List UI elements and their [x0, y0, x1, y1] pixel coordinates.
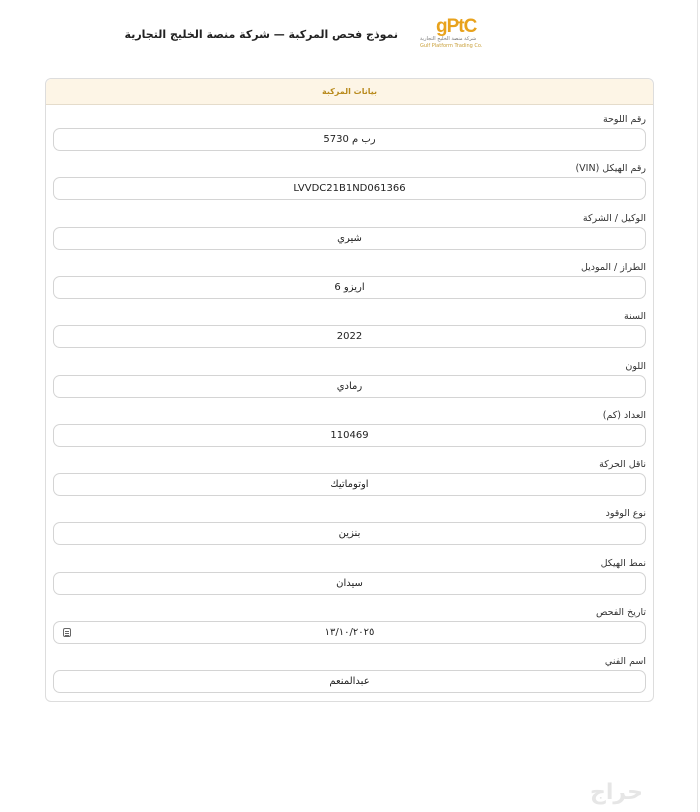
- field-input[interactable]: [53, 375, 646, 398]
- page-title: نموذج فحص المركبة — شركة منصة الخليج التجارية: [124, 28, 398, 41]
- form-row: [53, 410, 646, 456]
- form-row: [53, 607, 646, 653]
- field-value: عبدالمنعم: [329, 676, 370, 688]
- logo-mark: gPtC: [436, 16, 477, 37]
- field-label: نمط الهيكل: [600, 557, 646, 569]
- logo-arabic: شركة منصة الخليج التجارية: [420, 36, 477, 42]
- form-row: [53, 163, 646, 209]
- section-title: بيانات المركبة: [46, 79, 653, 105]
- field-value: 2022: [336, 331, 363, 343]
- field-value: LVVDC21B1ND061366: [293, 183, 406, 195]
- field-label: السنة: [624, 311, 646, 323]
- field-value: رب م 5730: [323, 134, 376, 145]
- form-row: [53, 311, 646, 357]
- form-row: [53, 558, 646, 604]
- field-input[interactable]: [53, 572, 646, 595]
- date-input[interactable]: [53, 621, 646, 644]
- field-input[interactable]: [53, 227, 646, 250]
- field-value: ١٣/١٠/٢٠٢٥: [324, 627, 375, 638]
- form-row: [53, 508, 646, 554]
- field-label: الطراز / الموديل: [580, 261, 646, 273]
- field-value: 110469: [330, 429, 369, 441]
- form-row: [53, 262, 646, 308]
- field-value: بنزين: [338, 528, 361, 540]
- field-input[interactable]: [53, 276, 646, 299]
- field-label: رقم اللوحة: [602, 114, 646, 125]
- field-label: العداد (كم): [602, 409, 646, 421]
- field-input[interactable]: [53, 424, 646, 447]
- form-row: [53, 213, 646, 259]
- vehicle-data-card: [45, 78, 654, 702]
- page-edge: [697, 0, 698, 812]
- calendar-icon[interactable]: [63, 628, 71, 637]
- field-value: شيري: [337, 232, 362, 244]
- field-label: الوكيل / الشركة: [582, 212, 646, 224]
- field-input[interactable]: [53, 325, 646, 348]
- field-value: سيدان: [336, 577, 363, 589]
- logo-english: Gulf Platform Trading Co.: [420, 43, 483, 49]
- field-input[interactable]: [53, 473, 646, 496]
- company-logo: [420, 18, 500, 54]
- form-row: [53, 459, 646, 505]
- field-label: ناقل الحركة: [599, 459, 646, 471]
- field-input[interactable]: [53, 670, 646, 693]
- field-value: اريزو 6: [334, 281, 365, 293]
- field-label: اللون: [625, 360, 646, 372]
- field-label: رقم الهيكل (VIN): [575, 163, 646, 175]
- form-row: [53, 361, 646, 407]
- field-input[interactable]: [53, 177, 646, 200]
- field-label: تاريخ الفحص: [595, 607, 646, 618]
- watermark: حراج: [590, 780, 643, 805]
- field-input[interactable]: [53, 522, 646, 545]
- field-label: اسم الفني: [604, 656, 646, 668]
- page-header: [0, 18, 700, 54]
- form-row: [53, 656, 646, 702]
- field-label: نوع الوقود: [605, 508, 646, 520]
- field-value: اوتوماتيك: [330, 479, 369, 491]
- field-value: رمادي: [336, 380, 363, 392]
- form-row: [53, 114, 646, 160]
- field-input[interactable]: [53, 128, 646, 151]
